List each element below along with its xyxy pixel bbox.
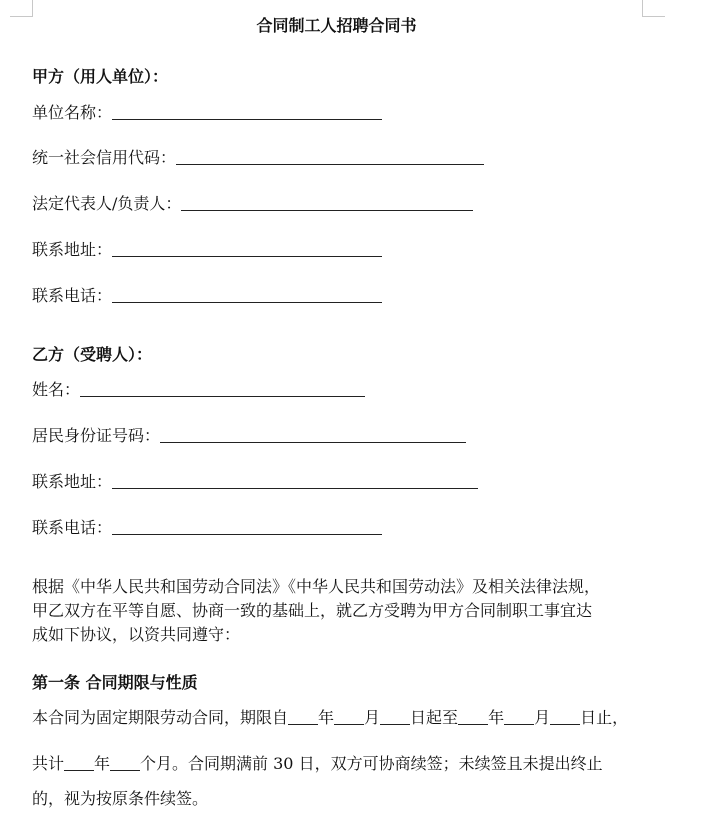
duration-month-blank[interactable] bbox=[110, 754, 140, 771]
end-month-blank[interactable] bbox=[504, 708, 534, 725]
party-b-name-row bbox=[32, 380, 365, 400]
article-1-duration-line bbox=[32, 754, 603, 774]
term-text: 共计 bbox=[32, 754, 65, 773]
article-1-term-line bbox=[32, 708, 628, 728]
term-text: 个月。合同期满前 30 日，双方可协商续签；未续签且未提出终止 bbox=[140, 754, 603, 773]
start-year-blank[interactable] bbox=[288, 708, 318, 725]
article-1-heading: 第一条 合同期限与性质 bbox=[32, 673, 198, 692]
end-year-blank[interactable] bbox=[458, 708, 488, 725]
page-corner-mark-left bbox=[10, 0, 33, 17]
field-label: 姓名： bbox=[32, 380, 81, 399]
party-a-phone-row bbox=[32, 286, 382, 306]
field-label: 联系地址： bbox=[32, 240, 113, 259]
party-a-representative-row bbox=[32, 194, 473, 214]
term-text: 本合同为固定期限劳动合同，期限自 bbox=[32, 708, 289, 727]
field-label: 居民身份证号码： bbox=[32, 426, 161, 445]
preamble-line: 甲乙双方在平等自愿、协商一致的基础上，就乙方受聘为甲方合同制职工事宜达 bbox=[32, 601, 593, 620]
term-text: 年 bbox=[318, 708, 335, 727]
party-b-heading: 乙方（受聘人）： bbox=[32, 345, 153, 364]
term-text: 日止， bbox=[580, 708, 629, 727]
party-b-address-blank[interactable] bbox=[112, 472, 478, 489]
term-text: 年 bbox=[94, 754, 111, 773]
field-label: 联系电话： bbox=[32, 286, 113, 305]
party-a-address-row bbox=[32, 240, 382, 260]
article-1-renewal-line: 的，视为按原条件续签。 bbox=[32, 789, 209, 808]
term-text: 月 bbox=[364, 708, 381, 727]
document-title: 合同制工人招聘合同书 bbox=[256, 16, 417, 35]
field-label: 法定代表人/负责人： bbox=[32, 194, 182, 213]
field-label: 单位名称： bbox=[32, 103, 113, 122]
end-day-blank[interactable] bbox=[550, 708, 580, 725]
credit-code-blank[interactable] bbox=[176, 148, 484, 165]
preamble-line: 根据《中华人民共和国劳动合同法》《中华人民共和国劳动法》及相关法律法规， bbox=[32, 577, 601, 596]
term-text: 月 bbox=[534, 708, 551, 727]
term-text: 日起至 bbox=[410, 708, 459, 727]
field-label: 联系地址： bbox=[32, 472, 113, 491]
duration-year-blank[interactable] bbox=[64, 754, 94, 771]
party-b-id-row bbox=[32, 426, 466, 446]
party-a-unit-name-row bbox=[32, 103, 382, 123]
party-b-address-row bbox=[32, 472, 478, 492]
party-b-phone-blank[interactable] bbox=[112, 518, 382, 535]
field-label: 统一社会信用代码： bbox=[32, 148, 177, 167]
preamble-line: 成如下协议，以资共同遵守： bbox=[32, 625, 241, 644]
term-text: 年 bbox=[488, 708, 505, 727]
unit-name-blank[interactable] bbox=[112, 103, 382, 120]
id-number-blank[interactable] bbox=[160, 426, 466, 443]
party-b-name-blank[interactable] bbox=[80, 380, 365, 397]
party-b-phone-row bbox=[32, 518, 382, 538]
party-a-phone-blank[interactable] bbox=[112, 286, 382, 303]
start-day-blank[interactable] bbox=[380, 708, 410, 725]
party-a-address-blank[interactable] bbox=[112, 240, 382, 257]
field-label: 联系电话： bbox=[32, 518, 113, 537]
start-month-blank[interactable] bbox=[334, 708, 364, 725]
party-a-credit-code-row bbox=[32, 148, 484, 168]
representative-blank[interactable] bbox=[181, 194, 473, 211]
party-a-heading: 甲方（用人单位）： bbox=[32, 67, 169, 86]
page-corner-mark-right bbox=[642, 0, 665, 17]
